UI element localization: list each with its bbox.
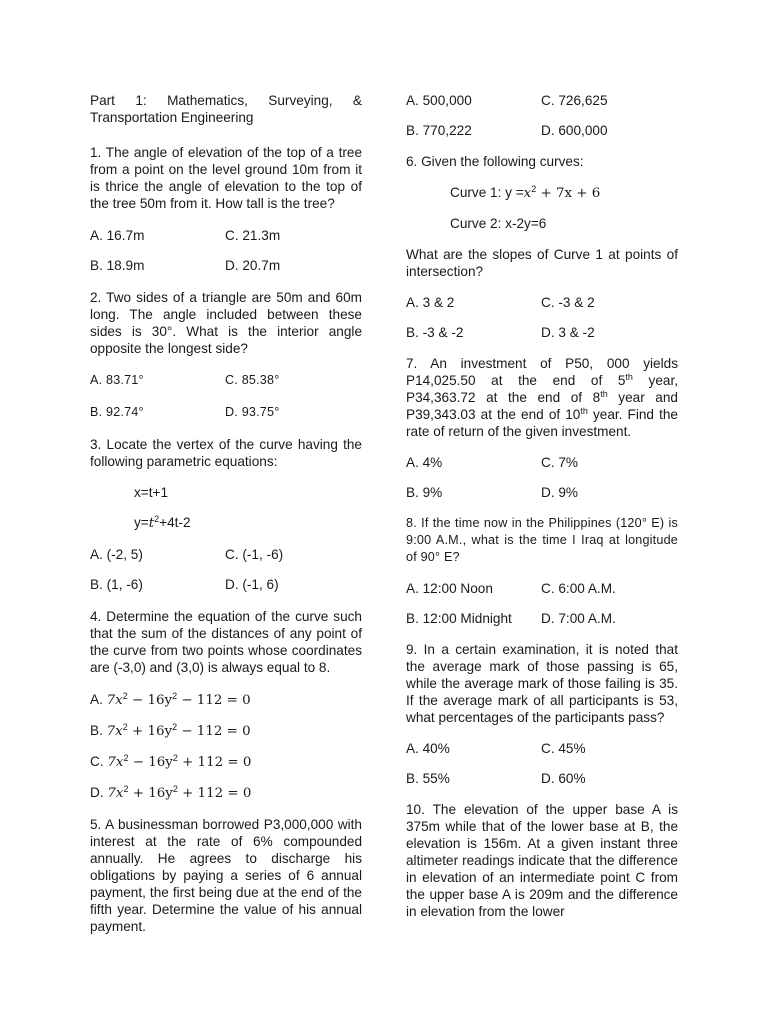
q6-option-b: B. -3 & -2 — [406, 325, 464, 340]
q1-option-a: A. 16.7m — [90, 228, 145, 243]
q6-option-d: D. 3 & -2 — [541, 325, 595, 340]
q9-option-d: D. 60% — [541, 771, 586, 786]
q1-option-b: B. 18.9m — [90, 258, 145, 273]
question-10: 10. The elevation of the upper base A is 375m while that of the lower base at B, the elevation is 156m. At a given instant three altimeter readings indicate that the difference in elevation of an intermediate point C from the upper base A is 209m and the difference in elevation from the lower — [406, 802, 678, 919]
q3-equation-x: x=t+1 — [134, 485, 169, 500]
q6-question: What are the slopes of Curve 1 at points of intersection? — [406, 247, 678, 279]
q8-options-row-1 — [406, 580, 678, 597]
q2-option-c: C. 85.38° — [225, 373, 280, 387]
q1-option-c: C. 21.3m — [225, 228, 281, 243]
q3-options-row-1 — [90, 546, 362, 563]
q6-curve-1: Curve 1: $y =x^2 + 7x + 6$ — [450, 184, 601, 201]
q6-options-row-1 — [406, 294, 678, 311]
question-4: 4. Determine the equation of the curve such that the sum of the distances of any point of the curve from two points whose coordinates are (-3,0) and (3,0) is always equal to 8. — [90, 609, 362, 675]
q8-options-row-2 — [406, 610, 678, 627]
part-heading: Part 1: Mathematics, Surveying, & Transportation Engineering — [90, 93, 362, 125]
q8-option-d: D. 7:00 A.M. — [541, 611, 616, 626]
q7-option-a: A. 4% — [406, 455, 443, 470]
question-3: 3. Locate the vertex of the curve having the following parametric equations: — [90, 437, 362, 469]
q9-options-row-1 — [406, 740, 678, 757]
q2-options-row-2 — [90, 404, 362, 421]
q5-option-d: D. 600,000 — [541, 123, 608, 138]
question-8: 8. If the time now in the Philippines (120° E) is 9:00 A.M., what is the time I Iraq at longitude of 90° E? — [406, 516, 678, 564]
q2-option-a: A. 83.71° — [90, 373, 144, 387]
q6-curve-2: Curve 2: x-2y=6 — [450, 216, 547, 231]
q3-option-a: A. (-2, 5) — [90, 547, 143, 562]
q3-option-d: D. (-1, 6) — [225, 577, 279, 592]
q4-option-d: D. $7x^2 + 16y^2 + 112 = 0$ — [90, 784, 252, 801]
question-1: 1. The angle of elevation of the top of a tree from a point on the level ground 10m from it is thrice the angle of elevation to the top of the tree 50m from it. How tall is the tree? — [90, 145, 362, 211]
q2-option-b: B. 92.74° — [90, 405, 144, 419]
q2-options-row-1 — [90, 372, 362, 389]
q1-options-row-1 — [90, 227, 362, 244]
q1-option-d: D. 20.7m — [225, 258, 281, 273]
q6-option-c: C. -3 & 2 — [541, 295, 595, 310]
q9-option-c: C. 45% — [541, 741, 586, 756]
question-9: 9. In a certain examination, it is noted that the average mark of those passing is 65, while the average mark of those failing is 35. If the average mark of all participants is 53, what percentages of the participants pass? — [406, 642, 678, 725]
q5-option-c: C. 726,625 — [541, 93, 608, 108]
question-5: 5. A businessman borrowed P3,000,000 with interest at the rate of 6% compounded annually. He agrees to discharge his obligations by paying a series of 6 annual payment, the first being due at the end of the fifth year. Determine the value of his annual payment. — [90, 817, 362, 934]
q5-option-b: B. 770,222 — [406, 123, 472, 138]
right-column — [406, 92, 678, 920]
q7-options-row-2 — [406, 484, 678, 501]
q6-options-row-2 — [406, 324, 678, 341]
q4-option-c: C. $7x^2 - 16y^2 + 112 = 0$ — [90, 753, 252, 770]
q7-options-row-1 — [406, 454, 678, 471]
q9-options-row-2 — [406, 770, 678, 787]
q5-option-a: A. 500,000 — [406, 93, 472, 108]
q8-option-b: B. 12:00 Midnight — [406, 611, 512, 626]
q8-option-a: A. 12:00 Noon — [406, 581, 493, 596]
q5-options-row-1 — [406, 92, 678, 109]
q3-equation-y: $y=t^2+4t-2$ — [134, 514, 191, 531]
question-6: 6. Given the following curves: — [406, 154, 584, 169]
q1-options-row-2 — [90, 257, 362, 274]
question-7: 7. An investment of P50, 000 yields P14,025.50 at the end of 5th year, P34,363.72 at the end of 8th year and P39,343.03 at the end of 10th year. Find the rate of return of the given investment. — [406, 356, 678, 439]
q2-option-d: D. 93.75° — [225, 405, 280, 419]
q4-option-b: B. $7x^2 + 16y^2 - 112 = 0$ — [90, 722, 251, 739]
q3-option-b: B. (1, -6) — [90, 577, 143, 592]
q9-option-a: A. 40% — [406, 741, 450, 756]
question-2: 2. Two sides of a triangle are 50m and 60m long. The angle included between these sides is 30°. What is the interior angle opposite the longest side? — [90, 290, 362, 356]
q7-option-c: C. 7% — [541, 455, 579, 470]
q6-option-a: A. 3 & 2 — [406, 295, 455, 310]
q3-option-c: C. (-1, -6) — [225, 547, 284, 562]
q4-option-a: A. $7x^2 - 16y^2 - 112 = 0$ — [90, 691, 251, 708]
q5-options-row-2 — [406, 122, 678, 139]
q7-option-b: B. 9% — [406, 485, 443, 500]
q3-options-row-2 — [90, 576, 362, 593]
left-column — [90, 92, 362, 935]
q8-option-c: C. 6:00 A.M. — [541, 581, 616, 596]
q9-option-b: B. 55% — [406, 771, 450, 786]
q7-option-d: D. 9% — [541, 485, 579, 500]
